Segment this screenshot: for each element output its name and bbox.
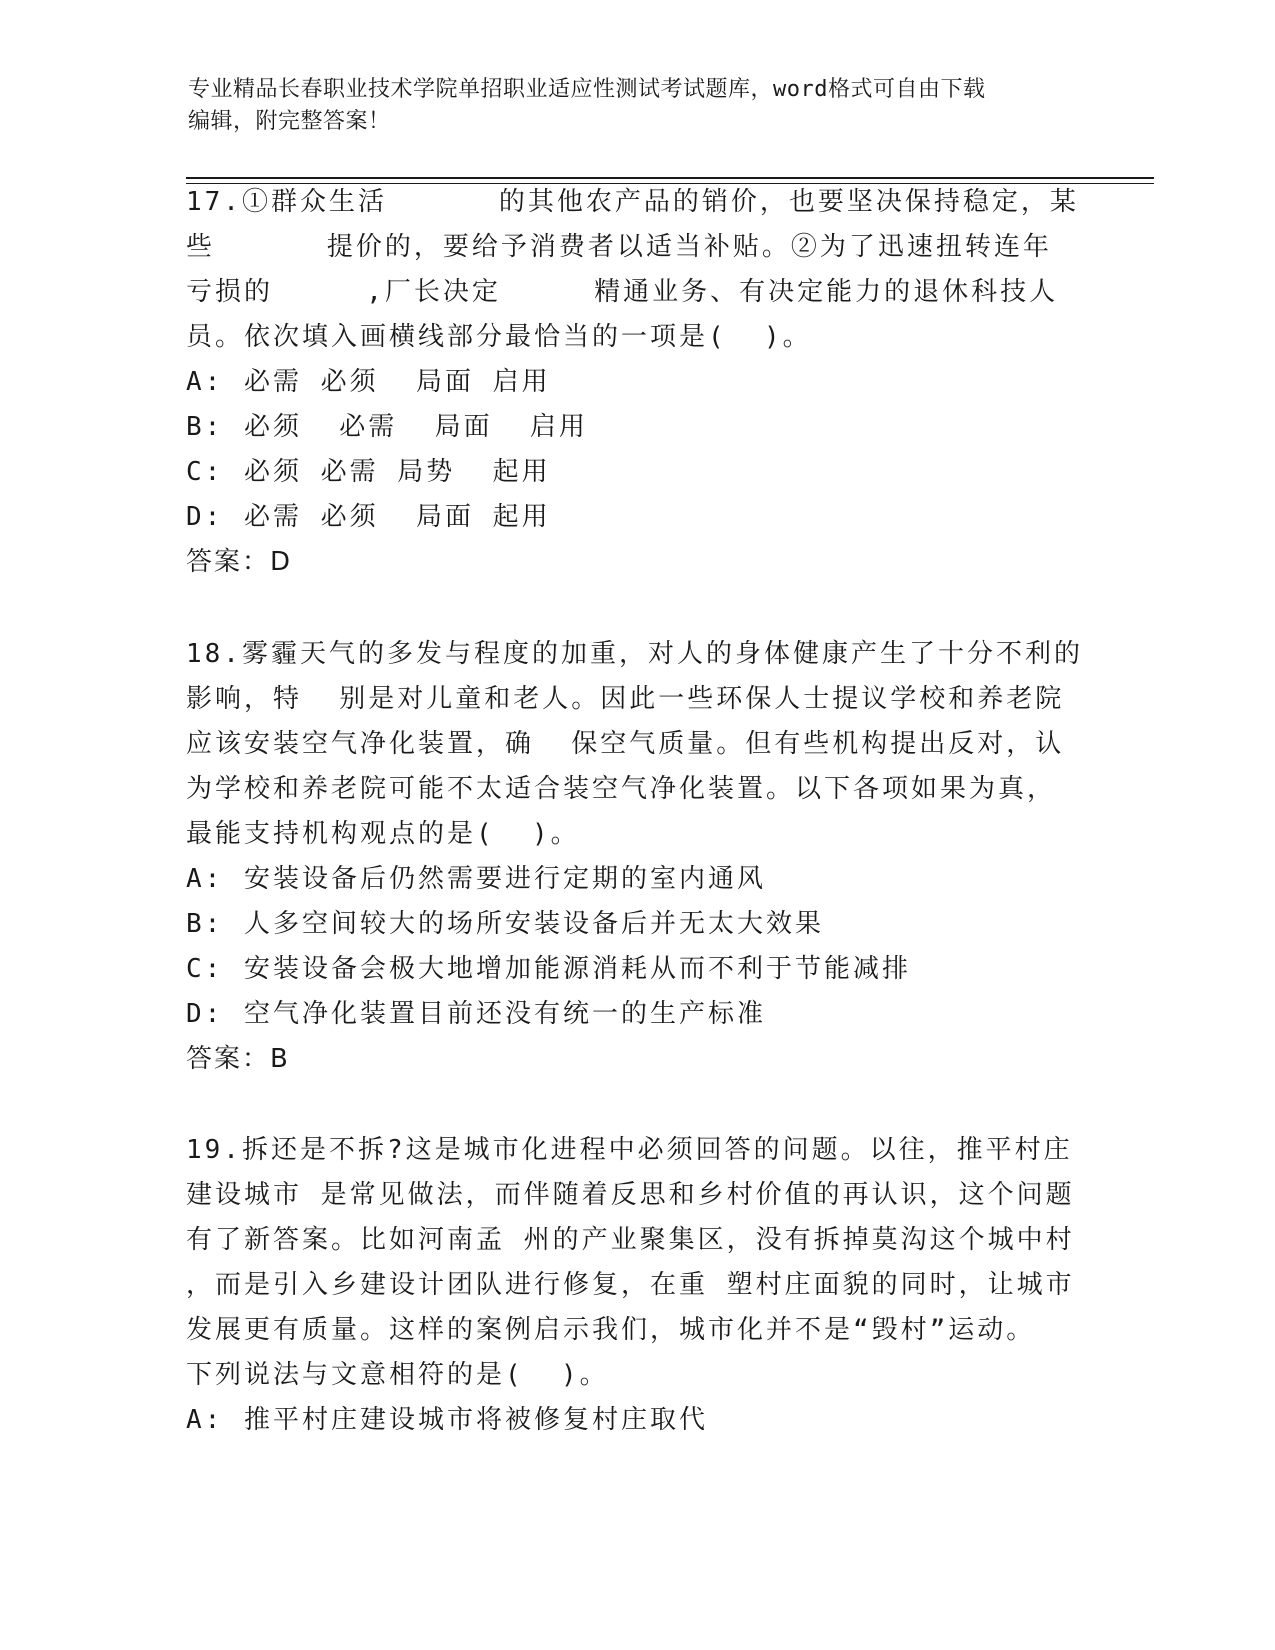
question-text-line: 最能支持机构观点的是( )。 [186, 819, 580, 849]
option-text: 必须 必需 局面 启用 [244, 412, 588, 442]
option-d [186, 992, 1086, 1037]
question-text-line: 些 提价的，要给予消费者以适当补贴。②为了迅速扭转连年 [186, 232, 1052, 262]
header-divider-thick [186, 177, 1154, 179]
option-letter: A: [186, 367, 224, 397]
option-letter: C: [186, 457, 224, 487]
question-text-line: 17.①群众生活 的其他农产品的销价，也要坚决保持稳定，某 [186, 187, 1079, 217]
option-letter: A: [186, 864, 224, 894]
option-text: 推平村庄建设城市将被修复村庄取代 [244, 1405, 709, 1435]
question-text-line: 有了新答案。比如河南孟 州的产业聚集区，没有拆掉莫沟这个城中村 [186, 1225, 1075, 1255]
option-a [186, 360, 1086, 405]
question-text-line: 员。依次填入画横线部分最恰当的一项是( )。 [186, 322, 812, 352]
question-text-line: 下列说法与文意相符的是( )。 [186, 1360, 609, 1390]
option-b [186, 902, 1086, 947]
header-line-2: 编辑，附完整答案！ [188, 109, 391, 134]
question-18 [186, 632, 1086, 1082]
option-letter: B: [186, 909, 224, 939]
question-text-line: 建设城市 是常见做法，而伴随着反思和乡村价值的再认识，这个问题 [186, 1180, 1075, 1210]
page-header [188, 74, 1068, 138]
option-letter: C: [186, 954, 224, 984]
option-letter: D: [186, 502, 224, 532]
question-text-line: 为学校和养老院可能不太适合装空气净化装置。以下各项如果为真， [186, 774, 1057, 804]
option-text: 人多空间较大的场所安装设备后并无太大效果 [244, 909, 825, 939]
question-text-line: 影响，特 别是对儿童和老人。因此一些环保人士提议学校和养老院 [186, 684, 1065, 714]
option-c [186, 947, 1086, 992]
option-b [186, 405, 1086, 450]
answer: 答案：D [186, 547, 293, 577]
option-d [186, 495, 1086, 540]
question-text-line: ，而是引入乡建设计团队进行修复，在重 塑村庄面貌的同时，让城市 [186, 1270, 1075, 1300]
question-text-line: 发展更有质量。这样的案例启示我们，城市化并不是“毁村”运动。 [186, 1315, 1036, 1345]
question-text-line: 亏损的 ,厂长决定 精通业务、有决定能力的退休科技人 [186, 277, 1059, 307]
option-a [186, 1398, 1086, 1443]
question-text-line: 应该安装空气净化装置，确 保空气质量。但有些机构提出反对，认 [186, 729, 1065, 759]
option-letter: B: [186, 412, 224, 442]
option-text: 安装设备后仍然需要进行定期的室内通风 [244, 864, 767, 894]
question-text-line: 19.拆还是不拆?这是城市化进程中必须回答的问题。以往，推平村庄 [186, 1135, 1073, 1165]
question-text-line: 18.雾霾天气的多发与程度的加重，对人的身体健康产生了十分不利的 [186, 639, 1083, 669]
option-text: 必需 必须 局面 启用 [244, 367, 551, 397]
question-19 [186, 1128, 1086, 1443]
option-text: 必须 必需 局势 起用 [244, 457, 551, 487]
option-letter: A: [186, 1405, 224, 1435]
question-17 [186, 180, 1086, 585]
option-text: 安装设备会极大地增加能源消耗从而不利于节能减排 [244, 954, 912, 984]
answer: 答案：B [186, 1044, 290, 1074]
option-letter: D: [186, 999, 224, 1029]
option-a [186, 857, 1086, 902]
option-text: 空气净化装置目前还没有统一的生产标准 [244, 999, 767, 1029]
option-text: 必需 必须 局面 起用 [244, 502, 551, 532]
header-line-1: 专业精品长春职业技术学院单招职业适应性测试考试题库，word格式可自由下载 [188, 77, 986, 102]
option-c [186, 450, 1086, 495]
